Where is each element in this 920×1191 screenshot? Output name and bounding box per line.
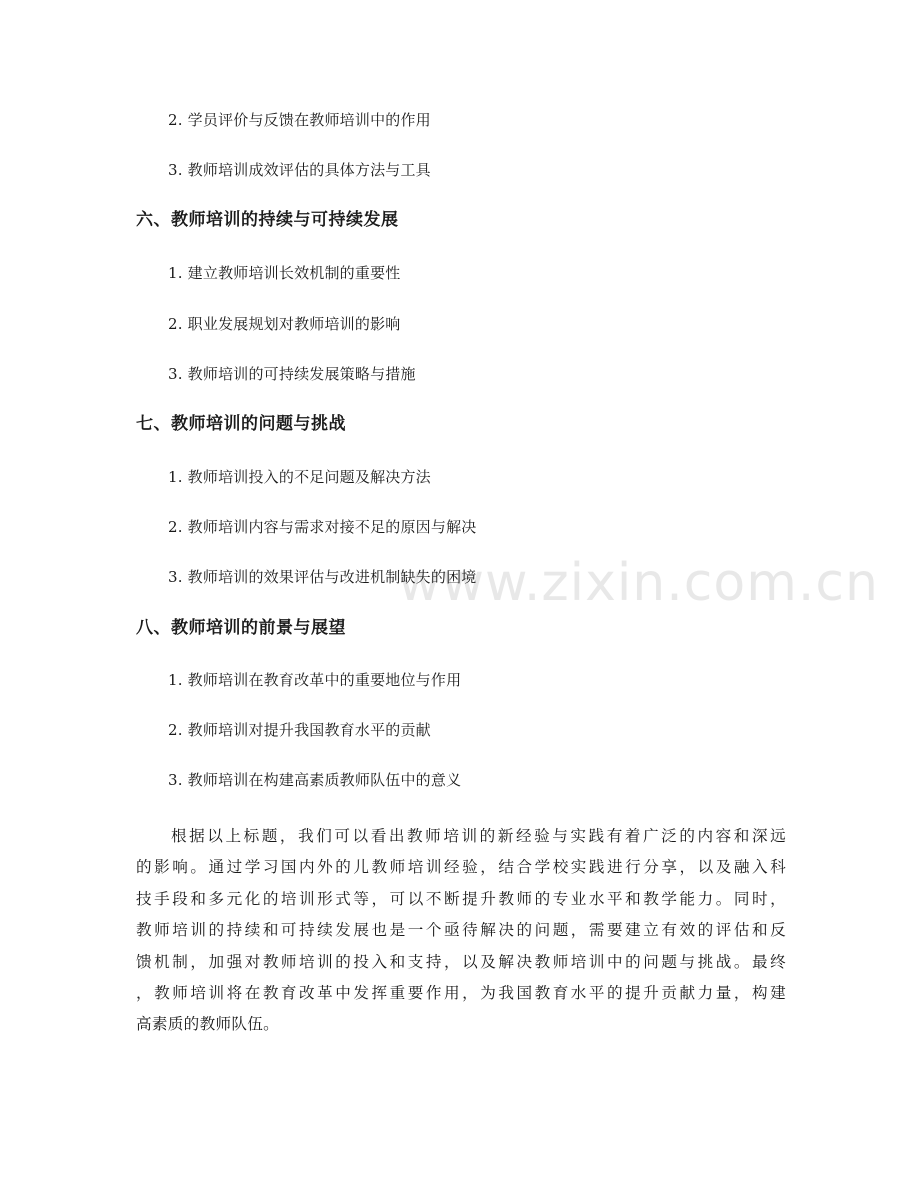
paragraph-line: 的影响。通过学习国内外的儿教师培训经验，结合学校实践进行分享，以及融入科 [136, 858, 786, 877]
list-item: 2. 学员评价与反馈在教师培训中的作用 [168, 111, 431, 129]
list-item: 3. 教师培训成效评估的具体方法与工具 [168, 161, 431, 179]
list-item: 3. 教师培训的可持续发展策略与措施 [168, 365, 416, 383]
paragraph-line: 根据以上标题，我们可以看出教师培训的新经验与实践有着广泛的内容和深远 [171, 827, 786, 845]
list-item: 1. 建立教师培训长效机制的重要性 [168, 264, 401, 282]
list-item: 3. 教师培训的效果评估与改进机制缺失的困境 [168, 568, 477, 586]
watermark: www.zixin.com.cn [398, 553, 879, 613]
paragraph-line: 高素质的教师队伍。 [136, 1015, 280, 1034]
list-item: 2. 教师培训对提升我国教育水平的贡献 [168, 721, 431, 739]
section-heading: 六、教师培训的持续与可持续发展 [136, 210, 399, 230]
list-item: 3. 教师培训在构建高素质教师队伍中的意义 [168, 771, 462, 789]
list-item: 2. 教师培训内容与需求对接不足的原因与解决 [168, 518, 477, 536]
section-heading: 八、教师培训的前景与展望 [136, 618, 346, 638]
paragraph-line: 教师培训的持续和可持续发展也是一个亟待解决的问题，需要建立有效的评估和反 [136, 921, 786, 940]
list-item: 2. 职业发展规划对教师培训的影响 [168, 315, 401, 333]
paragraph-line: 馈机制，加强对教师培训的投入和支持，以及解决教师培训中的问题与挑战。最终 [136, 952, 786, 971]
list-item: 1. 教师培训在教育改革中的重要地位与作用 [168, 671, 462, 689]
list-item: 1. 教师培训投入的不足问题及解决方法 [168, 468, 431, 486]
summary-paragraph [136, 821, 786, 1041]
paragraph-line: ，教师培训将在教育改革中发挥重要作用，为我国教育水平的提升贡献力量，构建 [136, 983, 786, 1002]
paragraph-line: 技手段和多元化的培训形式等，可以不断提升教师的专业水平和教学能力。同时， [136, 889, 786, 908]
section-heading: 七、教师培训的问题与挑战 [136, 414, 346, 434]
